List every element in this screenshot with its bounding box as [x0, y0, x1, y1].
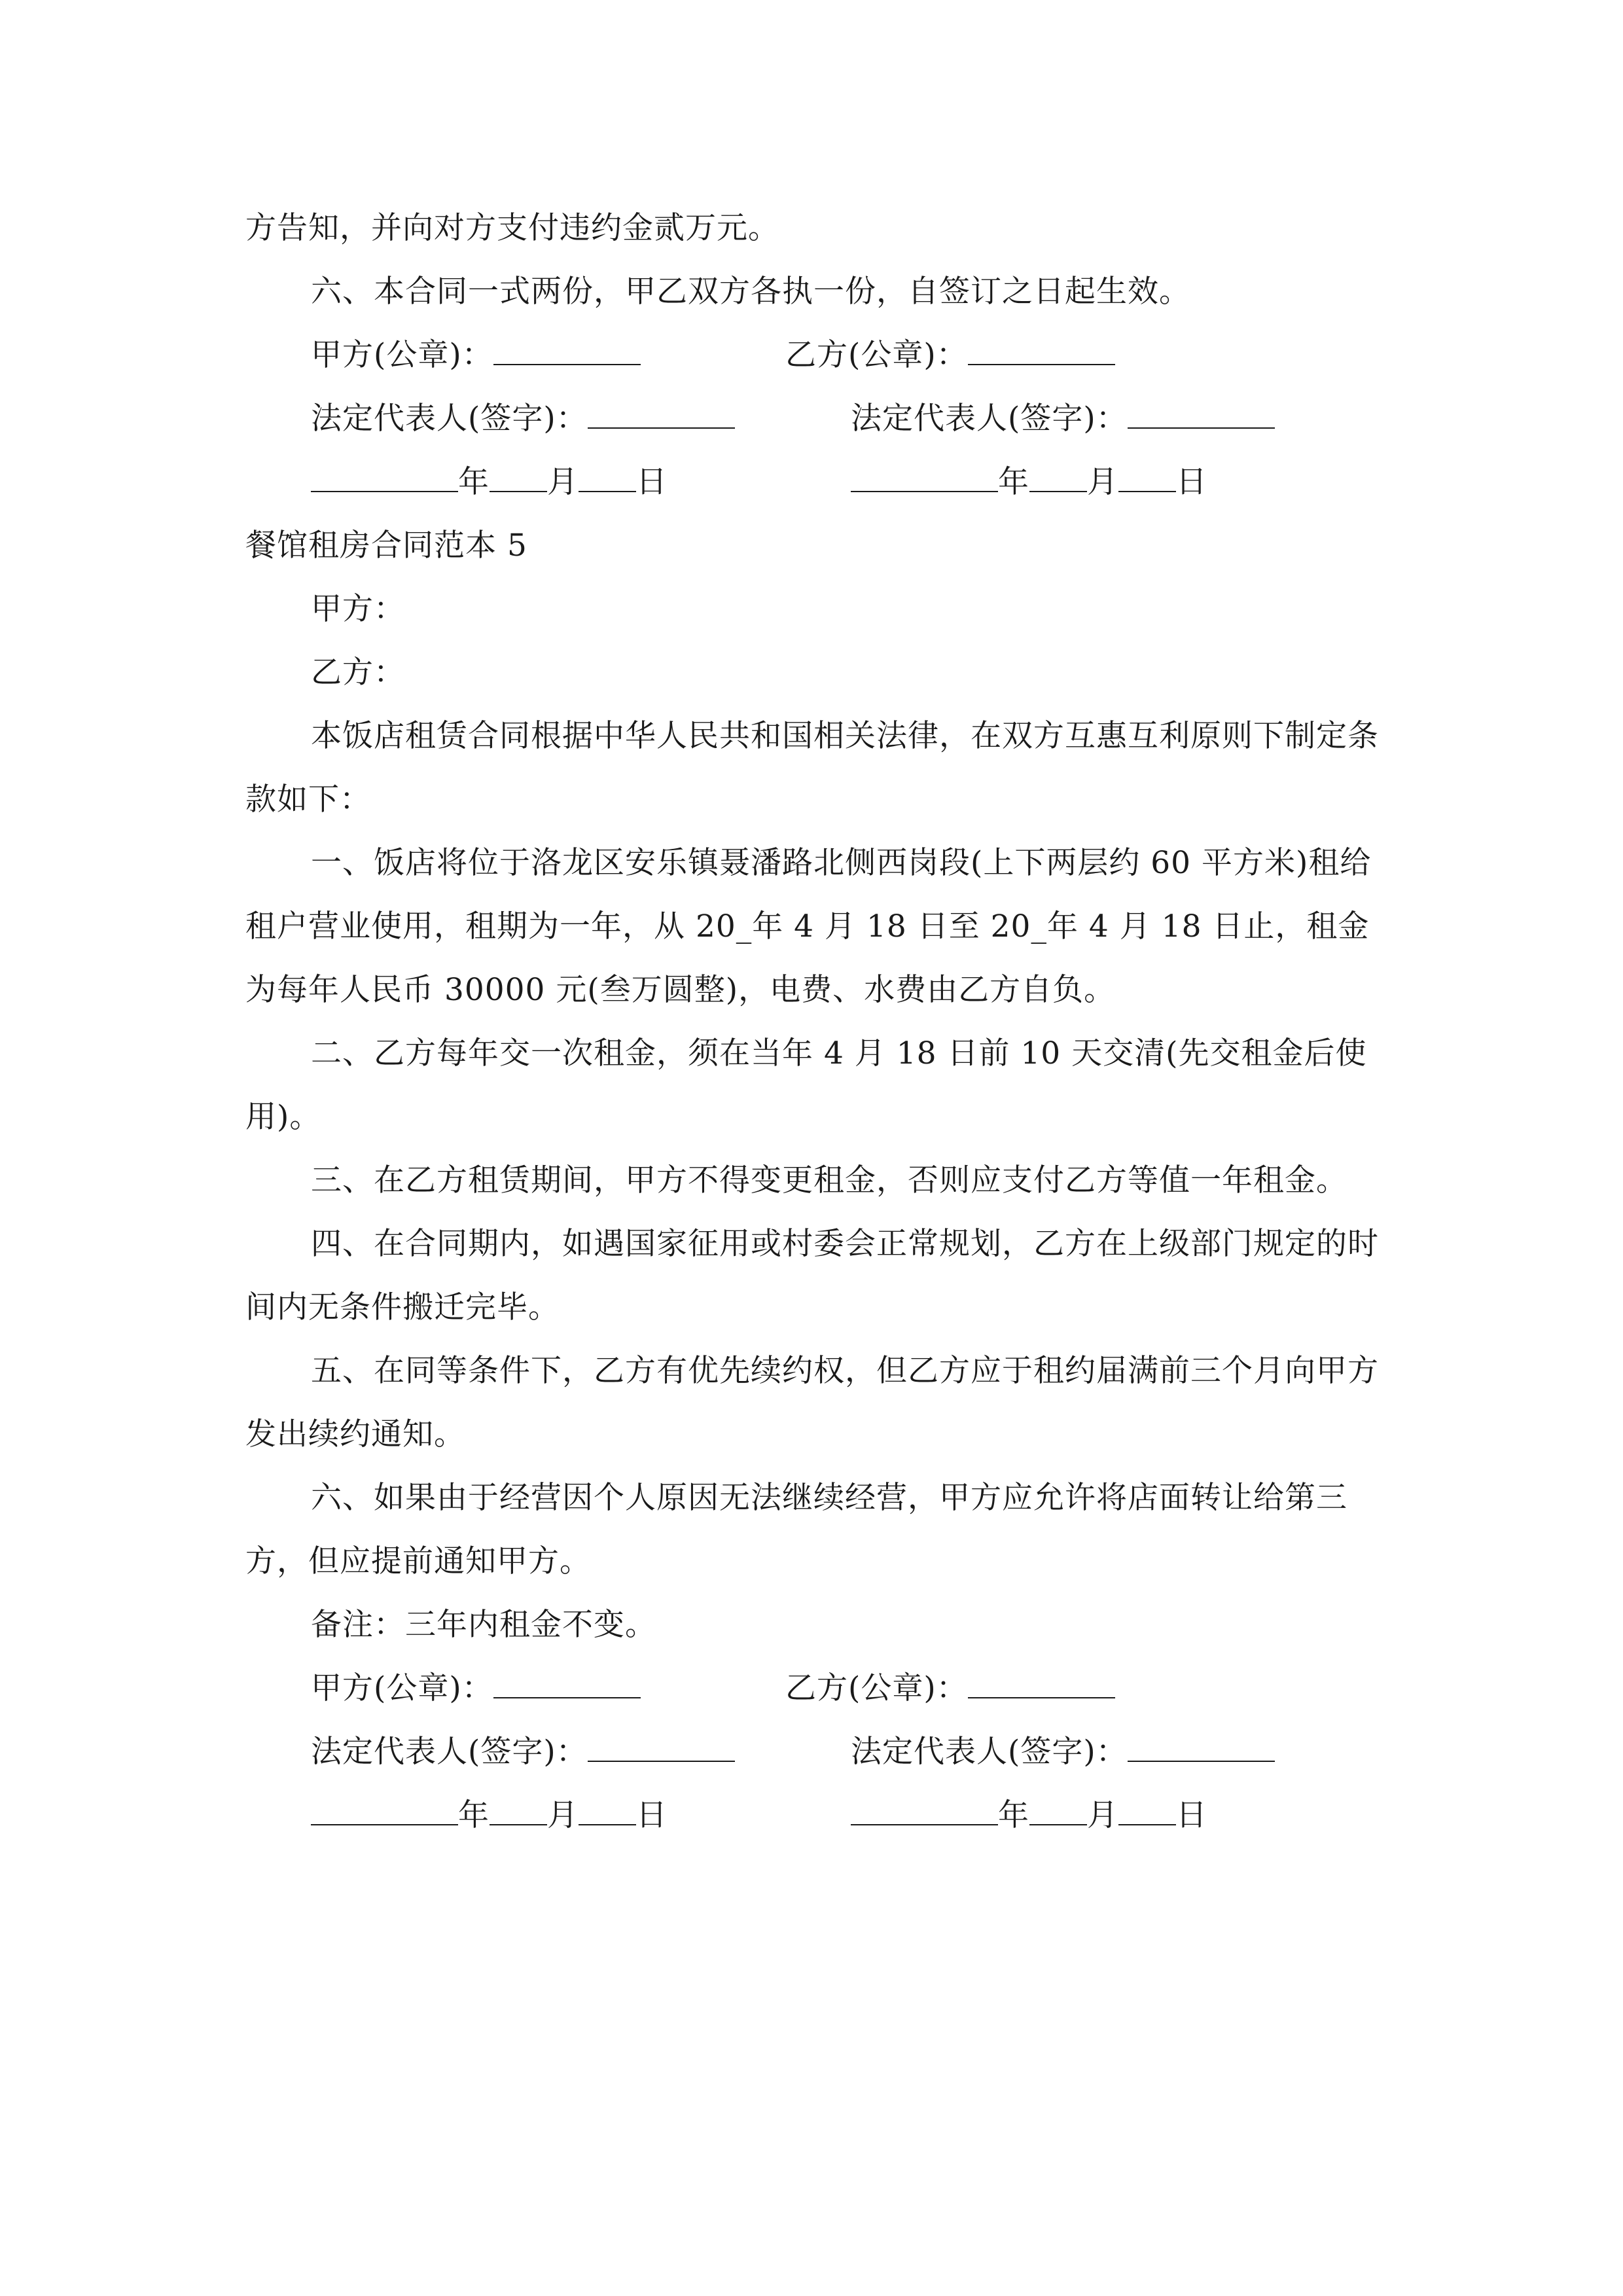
day-blank	[1118, 1791, 1176, 1825]
party-a-seal-blank	[493, 331, 641, 365]
party-a-seal-label: 甲方(公章)：	[311, 1670, 493, 1706]
day-label: 日	[636, 1797, 668, 1833]
year-blank	[311, 1791, 458, 1825]
clause-two: 二、乙方每年交一次租金，须在当年 4 月 18 日前 10 天交清(先交租金后使用)。	[245, 1035, 1367, 1135]
year-label: 年	[458, 1797, 490, 1833]
day-label: 日	[1176, 464, 1207, 500]
party-b-rep	[851, 1720, 1275, 1784]
year-blank	[311, 458, 458, 492]
party-a-line: 甲方：	[311, 591, 405, 627]
party-b-rep-blank	[1128, 1728, 1275, 1762]
month-blank	[490, 1791, 547, 1825]
party-a-seal-label: 甲方(公章)：	[311, 337, 493, 373]
party-b-line: 乙方：	[311, 655, 405, 691]
month-blank	[490, 458, 547, 492]
party-a-date	[311, 1784, 668, 1847]
party-b-rep-label: 法定代表人(签字)：	[851, 401, 1128, 437]
year-label: 年	[998, 464, 1029, 500]
party-b-rep-blank	[1128, 395, 1275, 429]
party-b-seal	[785, 323, 1115, 387]
party-b-seal-blank	[968, 331, 1115, 365]
clause-three: 三、在乙方租赁期间，甲方不得变更租金，否则应支付乙方等值一年租金。	[311, 1162, 1347, 1198]
day-label: 日	[1176, 1797, 1207, 1833]
party-b-date	[851, 450, 1207, 514]
party-a-rep	[311, 387, 735, 450]
clause-four: 四、在合同期内，如遇国家征用或村委会正常规划，乙方在上级部门规定的时间内无条件搬迁完毕。	[245, 1226, 1379, 1325]
party-a-seal	[311, 1657, 641, 1720]
year-blank	[851, 458, 998, 492]
month-label: 月	[547, 464, 579, 500]
clause-six-effective: 六、本合同一式两份，甲乙双方各执一份，自签订之日起生效。	[311, 274, 1190, 310]
party-b-seal-label: 乙方(公章)：	[785, 337, 968, 373]
signature-row-seal-2	[245, 1657, 1387, 1720]
month-label: 月	[1087, 464, 1118, 500]
party-a-rep	[311, 1720, 735, 1784]
clause-five: 五、在同等条件下，乙方有优先续约权，但乙方应于租约届满前三个月向甲方发出续约通知。	[245, 1353, 1379, 1452]
day-label: 日	[636, 464, 668, 500]
party-a-date	[311, 450, 668, 514]
clause-six: 六、如果由于经营因个人原因无法继续经营，甲方应允许将店面转让给第三方，但应提前通知甲方。	[245, 1480, 1347, 1579]
signature-row-date-2	[245, 1784, 1387, 1847]
party-b-date	[851, 1784, 1207, 1847]
paragraph-continuation: 方告知，并向对方支付违约金贰万元。	[245, 210, 779, 246]
party-b-seal-label: 乙方(公章)：	[785, 1670, 968, 1706]
party-b-seal-blank	[968, 1664, 1115, 1698]
contract-title: 餐馆租房合同范本 5	[245, 528, 527, 564]
signature-row-rep	[245, 387, 1387, 450]
party-b-rep	[851, 387, 1275, 450]
signature-row-date	[245, 450, 1387, 514]
document-body	[245, 196, 1387, 1847]
day-blank	[579, 1791, 636, 1825]
day-blank	[579, 458, 636, 492]
year-label: 年	[458, 464, 490, 500]
party-a-rep-blank	[588, 1728, 735, 1762]
signature-row-seal	[245, 323, 1387, 387]
party-a-seal	[311, 323, 641, 387]
year-label: 年	[998, 1797, 1029, 1833]
month-blank	[1029, 458, 1087, 492]
contract-intro: 本饭店租赁合同根据中华人民共和国相关法律，在双方互惠互利原则下制定条款如下：	[245, 718, 1379, 817]
note: 备注：三年内租金不变。	[311, 1607, 656, 1643]
signature-row-rep-2	[245, 1720, 1387, 1784]
party-a-rep-label: 法定代表人(签字)：	[311, 1734, 588, 1770]
clause-one: 一、饭店将位于洛龙区安乐镇聂潘路北侧西岗段(上下两层约 60 平方米)租给租户营业使用，租期为一年，从 20_年 4 月 18 日至 20_年 4 月 18 日止，租金为每年人民币 30000 元(叁万圆整)，电费、水费由乙方自负。	[245, 845, 1372, 1008]
party-a-rep-label: 法定代表人(签字)：	[311, 401, 588, 437]
month-blank	[1029, 1791, 1087, 1825]
party-b-seal	[785, 1657, 1115, 1720]
month-label: 月	[1087, 1797, 1118, 1833]
party-a-rep-blank	[588, 395, 735, 429]
day-blank	[1118, 458, 1176, 492]
year-blank	[851, 1791, 998, 1825]
month-label: 月	[547, 1797, 579, 1833]
party-b-rep-label: 法定代表人(签字)：	[851, 1734, 1128, 1770]
party-a-seal-blank	[493, 1664, 641, 1698]
